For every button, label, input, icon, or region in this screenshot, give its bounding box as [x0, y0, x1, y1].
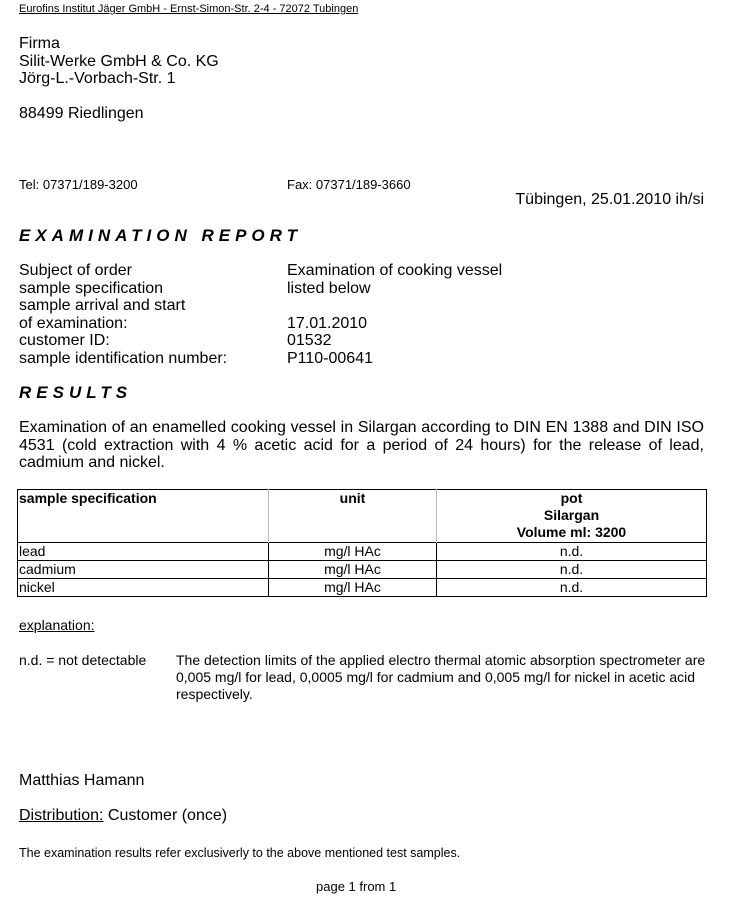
- spec-label: sample specification: [19, 279, 164, 297]
- row-unit: mg/l HAc: [269, 561, 437, 579]
- table-row: [18, 579, 707, 597]
- arrival-value: 17.01.2010: [287, 314, 368, 332]
- row-unit: mg/l HAc: [269, 579, 437, 597]
- table-row: [18, 543, 707, 561]
- explanation-title: explanation:: [19, 617, 95, 633]
- row-value: n.d.: [437, 579, 707, 597]
- explanation-text: The detection limits of the applied electro thermal atomic absorption spectrometer are 0,005 mg/l for lead, 0,0005 mg/l for cadmium and 0,005 mg/l for nickel in acetic acid respectively.: [176, 652, 706, 702]
- place-and-date: Tübingen, 25.01.2010 ih/si: [515, 191, 704, 208]
- page-indicator: page 1 from 1: [316, 879, 397, 894]
- spec-value: listed below: [287, 279, 371, 297]
- header-pot-line3: Volume ml: 3200: [516, 524, 627, 540]
- row-unit: mg/l HAc: [269, 543, 437, 561]
- distribution-label: Distribution:: [19, 807, 104, 824]
- header-pot: [437, 490, 707, 543]
- arrival-label-line2: of examination:: [19, 314, 128, 332]
- footer-note: The examination results refer exclusiverly to the above mentioned test samples.: [19, 846, 461, 860]
- customer-id-label: customer ID:: [19, 332, 110, 349]
- header-pot-line2: Silargan: [543, 507, 600, 523]
- subject-value: Examination of cooking vessel: [287, 262, 503, 279]
- sender-address-line: Eurofins Institut Jäger GmbH - Ernst-Simon-Str. 2-4 - 72072 Tubingen: [19, 3, 359, 15]
- subject-label: Subject of order: [19, 262, 132, 279]
- results-paragraph: Examination of an enamelled cooking vessel in Silargan according to DIN EN 1388 and DIN ISO 4531 (cold extraction with 4 % acetic acid for a period of 24 hours) for the release of lead, cadmium and nickel.: [19, 419, 704, 471]
- header-sample-spec: sample specification: [18, 490, 269, 543]
- recipient-city: 88499 Riedlingen: [19, 105, 144, 122]
- header-unit: unit: [269, 490, 437, 543]
- recipient-firm-label: Firma: [19, 35, 60, 52]
- recipient-company: Silit-Werke GmbH & Co. KG: [19, 53, 219, 70]
- distribution-value: Customer (once): [103, 807, 228, 824]
- row-spec: nickel: [18, 579, 269, 597]
- signer-name: Matthias Hamann: [19, 772, 145, 789]
- row-spec: cadmium: [18, 561, 269, 579]
- header-pot-line1: pot: [560, 490, 583, 506]
- order-details: [19, 262, 502, 367]
- table-header-row: [18, 490, 707, 543]
- explanation-key: n.d. = not detectable: [19, 652, 147, 668]
- row-value: n.d.: [437, 543, 707, 561]
- results-table: [17, 489, 707, 597]
- recipient-street: Jörg-L.-Vorbach-Str. 1: [19, 70, 176, 87]
- arrival-label-line1: sample arrival and start: [19, 297, 186, 314]
- distribution: [19, 807, 227, 825]
- row-spec: lead: [18, 543, 269, 561]
- customer-id-value: 01532: [287, 332, 332, 349]
- sample-id-label: sample identification number:: [19, 349, 228, 367]
- sample-id-value: P110-00641: [287, 349, 373, 367]
- fax: Fax: 07371/189-3660: [287, 177, 411, 192]
- results-title: RESULTS: [19, 383, 133, 402]
- report-title: EXAMINATION REPORT: [19, 226, 302, 245]
- row-value: n.d.: [437, 561, 707, 579]
- table-row: [18, 561, 707, 579]
- telephone: Tel: 07371/189-3200: [19, 177, 138, 192]
